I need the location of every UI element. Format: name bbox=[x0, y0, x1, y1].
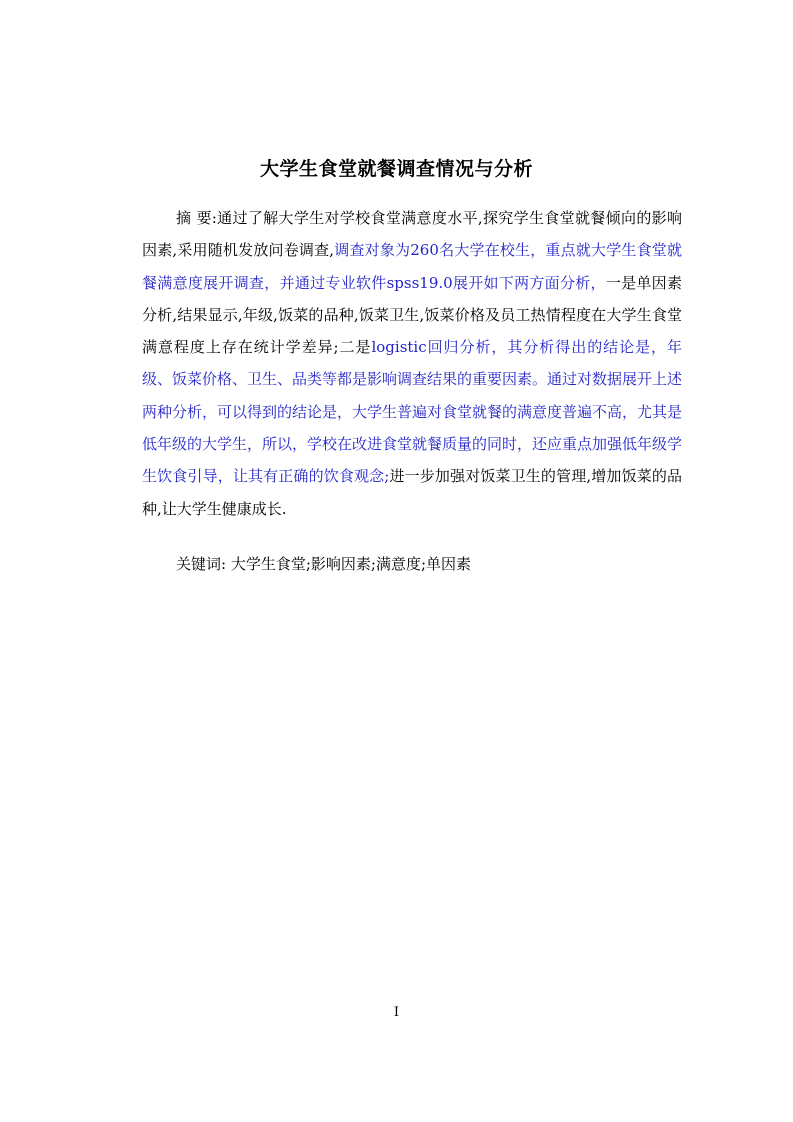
abstract-text-1: 通过了解大学生对学校食堂满意度水平,探究学生食堂就餐倾向的影响因素,采用随机发放问卷调查, bbox=[142, 209, 682, 260]
abstract-text-3: 一是单因素分析,结果显示,年级,饭菜的品种,饭菜卫生,饭菜价格及员工热情程度在大学生食堂满意程度上存在统计学差异;二是 bbox=[142, 273, 682, 357]
abstract-text-2: 调查对象为260名大学在校生，重点就大学生食堂就餐满意度展开调查，并通过专业软件spss19.0展开如下两方面分析， bbox=[142, 241, 682, 292]
page-title: 大学生食堂就餐调查情况与分析 bbox=[259, 158, 533, 180]
keywords-line bbox=[176, 550, 471, 578]
keywords-label: 关键词: bbox=[176, 555, 227, 573]
abstract-text-5: 进一步加强对饭菜卫生的管理,增加饭菜的品种,让大学生健康成长. bbox=[142, 467, 682, 518]
page-number: I bbox=[393, 1005, 400, 1020]
abstract-label: 摘 要: bbox=[176, 209, 217, 227]
abstract-text-4: logistic回归分析，其分析得出的结论是，年级、饭菜价格、卫生、品类等都是影响调查结果的重要因素。通过对数据展开上述两种分析，可以得到的结论是，大学生普遍对食堂就餐的满意度普遍不高，尤其是低年级的大学生，所以，学校在改进食堂就餐质量的同时，还应重点加强低年级学生饮食引导，让其有正确的饮食观念; bbox=[142, 338, 683, 486]
abstract-paragraph bbox=[142, 202, 682, 525]
keywords-text: 大学生食堂;影响因素;满意度;单因素 bbox=[226, 555, 471, 573]
